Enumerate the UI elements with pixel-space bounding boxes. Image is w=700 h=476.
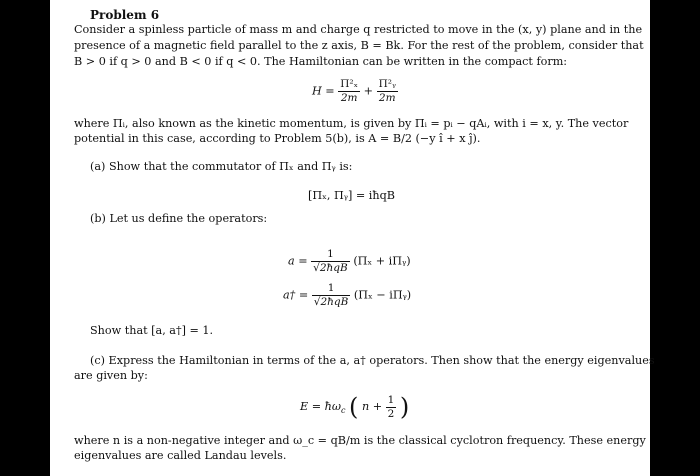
a-dagger-num: 1 <box>312 282 351 296</box>
hamiltonian-plus: + <box>363 84 374 98</box>
a-operator-fraction <box>311 248 350 275</box>
intro-line-1: Consider a spinless particle of mass m and charge q restricted to move in the (x, y) plane and in the <box>74 23 643 36</box>
hamiltonian-term-y <box>377 78 398 105</box>
a-dagger-rhs: (Πₓ − iΠᵧ) <box>353 288 412 302</box>
hamiltonian-lhs: H = <box>312 84 335 98</box>
part-b-label: (b) Let us define the operators: <box>90 212 268 225</box>
where-line-2: potential in this case, according to Problem 5(b), is A = B/2 (−y î + x ĵ). <box>74 132 481 145</box>
energy-half-fraction <box>386 394 397 421</box>
a-dagger-operator-equation <box>283 282 411 309</box>
energy-close-paren: ) <box>399 393 410 421</box>
part-a-label: (a) Show that the commutator of Πₓ and Πᵧ is: <box>90 160 353 173</box>
intro-line-2: presence of a magnetic field parallel to the z axis, B = Bk. For the rest of the problem, consider that <box>74 39 644 52</box>
hamiltonian-term-x <box>338 78 360 105</box>
a-dagger-den: √2ħqB <box>313 296 349 308</box>
part-c-line-1: (c) Express the Hamiltonian in terms of the a, a† operators. Then show that the energy eigenvalues <box>90 354 655 367</box>
a-dagger-fraction <box>312 282 351 309</box>
hamiltonian-equation <box>312 78 398 105</box>
hamiltonian-term-x-num: Π²ₓ <box>340 78 359 90</box>
where-line-1: where Πᵢ, also known as the kinetic momentum, is given by Πᵢ = pᵢ − qAᵢ, with i = x, y. The vector <box>74 117 629 130</box>
problem-title: Problem 6 <box>90 8 160 22</box>
a-operator-rhs: (Πₓ + iΠᵧ) <box>353 254 411 268</box>
commutator-equation: [Πₓ, Πᵧ] = iħqB <box>308 189 395 202</box>
final-line-1: where n is a non-negative integer and ω_c = qB/m is the classical cyclotron frequency. These energy <box>74 434 646 447</box>
energy-open-paren: ( <box>349 393 359 421</box>
a-operator-den: √2ħqB <box>313 262 348 274</box>
part-b-show: Show that [a, a†] = 1. <box>90 324 214 337</box>
energy-half-num: 1 <box>387 393 395 406</box>
hamiltonian-term-y-num: Π²ᵧ <box>378 78 396 90</box>
a-operator-equation <box>288 248 411 275</box>
intro-line-3: B > 0 if q > 0 and B < 0 if q < 0. The Hamiltonian can be written in the compact form: <box>74 55 568 68</box>
part-c-line-2: are given by: <box>74 369 148 382</box>
energy-omega-sub: c <box>340 406 346 416</box>
hamiltonian-term-x-den: 2m <box>340 92 358 104</box>
hamiltonian-term-y-den: 2m <box>378 92 396 104</box>
problem-page <box>50 0 655 476</box>
a-operator-lhs: a = <box>288 254 308 268</box>
energy-equation <box>300 393 409 421</box>
energy-half-den: 2 <box>387 407 395 420</box>
a-dagger-lhs: a† = <box>283 288 309 302</box>
energy-lhs: E = ħω <box>300 400 341 413</box>
a-operator-num: 1 <box>311 248 350 262</box>
energy-n: n + <box>361 400 383 413</box>
final-line-2: eigenvalues are called Landau levels. <box>74 449 287 462</box>
